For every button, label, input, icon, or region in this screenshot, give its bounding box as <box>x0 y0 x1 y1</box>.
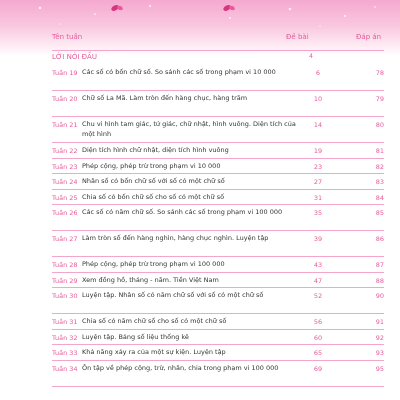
row-title: Chia số có bốn chữ số cho số có một chữ số <box>82 192 225 201</box>
row-title: Nhân số có bốn chữ số với số có một chữ số <box>82 177 225 185</box>
row-page: 27 <box>313 178 323 186</box>
row-answer: 92 <box>375 333 384 342</box>
table-row[interactable] <box>52 143 384 159</box>
header-divider <box>52 50 384 51</box>
row-week: Tuần 22 <box>52 147 78 155</box>
row-page: 65 <box>313 349 323 357</box>
row-page: 47 <box>313 276 323 285</box>
row-week: Tuần 28 <box>52 261 78 269</box>
table-row[interactable] <box>52 345 384 361</box>
row-week: Tuần 20 <box>52 95 78 103</box>
row-page: 52 <box>313 292 323 300</box>
row-answer: 84 <box>375 193 384 202</box>
table-row[interactable] <box>52 91 384 117</box>
row-title: Phép cộng, phép trừ trong phạm vi 10 000 <box>82 161 221 170</box>
row-page: 31 <box>313 193 323 202</box>
table-row[interactable] <box>52 159 384 175</box>
row-answer: 85 <box>375 209 384 217</box>
row-answer: 91 <box>375 318 384 326</box>
row-answer: 80 <box>375 121 384 129</box>
row-title: Chữ số La Mã. Làm tròn đến hàng chục, hàng trăm <box>82 94 248 102</box>
row-title: Các số có bốn chữ số. So sánh các số trong phạm vi 10 000 <box>82 68 276 76</box>
row-answer: 88 <box>375 276 384 285</box>
column-header-answer: Đáp án <box>356 33 382 41</box>
table-of-contents <box>52 65 384 387</box>
table-row[interactable] <box>52 65 384 91</box>
intro-label: LỜI NÓI ĐẦU <box>52 53 97 61</box>
row-answer: 95 <box>375 364 384 373</box>
row-title: Ôn tập về phép cộng, trừ, nhân, chia trong phạm vi 100 000 <box>82 363 279 372</box>
flower-icon <box>110 3 124 13</box>
row-title: Diện tích hình chữ nhật, diện tích hình vuông <box>82 146 229 154</box>
row-title: Chia số có năm chữ số cho số có một chữ số <box>82 317 227 325</box>
row-week: Tuần 32 <box>52 333 78 342</box>
table-row[interactable] <box>52 174 384 190</box>
row-title: Làm tròn số đến hàng nghìn, hàng chục nghìn. Luyện tập <box>82 234 269 242</box>
row-page: 23 <box>313 162 323 171</box>
row-week: Tuần 34 <box>52 364 78 373</box>
row-title: Chu vi hình tam giác, tứ giác, chữ nhật, hình vuông. Diện tích của một hình <box>82 120 296 138</box>
row-page: 56 <box>313 318 323 326</box>
row-week: Tuần 23 <box>52 162 78 171</box>
row-page: 14 <box>313 121 323 129</box>
table-row[interactable] <box>52 273 384 289</box>
decorative-dots <box>0 0 400 56</box>
row-answer: 81 <box>375 147 384 155</box>
column-header-week: Tên tuần <box>52 33 83 41</box>
row-page: 43 <box>313 261 323 269</box>
row-week: Tuần 19 <box>52 69 78 77</box>
flower-icon <box>222 3 236 13</box>
row-week: Tuần 25 <box>52 193 78 202</box>
row-answer: 86 <box>375 235 384 243</box>
table-row[interactable] <box>52 257 384 273</box>
table-row[interactable] <box>52 361 384 387</box>
intro-row[interactable] <box>52 53 384 65</box>
row-answer: 93 <box>375 349 384 357</box>
row-answer: 79 <box>375 95 384 103</box>
row-week: Tuần 30 <box>52 292 78 300</box>
row-answer: 87 <box>375 261 384 269</box>
row-answer: 83 <box>375 178 384 186</box>
row-week: Tuần 33 <box>52 349 78 357</box>
row-page: 10 <box>313 95 323 103</box>
intro-page: 4 <box>309 53 313 60</box>
row-answer: 90 <box>375 292 384 300</box>
row-title: Xem đồng hồ, tháng - năm. Tiền Việt Nam <box>82 275 219 284</box>
row-title: Các số có năm chữ số. So sánh các số trong phạm vi 100 000 <box>82 208 283 216</box>
row-title: Khả năng xảy ra của một sự kiện. Luyện tập <box>82 348 226 356</box>
table-row[interactable] <box>52 231 384 257</box>
row-week: Tuần 27 <box>52 235 78 243</box>
row-week: Tuần 24 <box>52 178 78 186</box>
row-page: 35 <box>313 209 323 217</box>
row-title: Luyện tập. Nhân số có năm chữ số với số có một chữ số <box>82 291 264 299</box>
row-title: Luyện tập. Bảng số liệu thống kê <box>82 332 189 341</box>
table-row[interactable] <box>52 330 384 346</box>
row-page: 60 <box>313 333 323 342</box>
table-row[interactable] <box>52 205 384 231</box>
table-row[interactable] <box>52 314 384 330</box>
row-page: 69 <box>313 364 323 373</box>
row-week: Tuần 29 <box>52 276 78 285</box>
table-row[interactable] <box>52 117 384 143</box>
row-page: 39 <box>313 235 323 243</box>
row-page: 19 <box>313 147 323 155</box>
row-week: Tuần 21 <box>52 121 78 129</box>
row-page: 6 <box>315 69 321 77</box>
row-title: Phép cộng, phép trừ trong phạm vi 100 000 <box>82 260 225 268</box>
table-row[interactable] <box>52 288 384 314</box>
row-answer: 78 <box>375 69 384 77</box>
row-week: Tuần 26 <box>52 209 78 217</box>
row-answer: 82 <box>375 162 384 171</box>
column-header-page: Đề bài <box>286 33 309 41</box>
table-row[interactable] <box>52 190 384 206</box>
row-week: Tuần 31 <box>52 318 78 326</box>
